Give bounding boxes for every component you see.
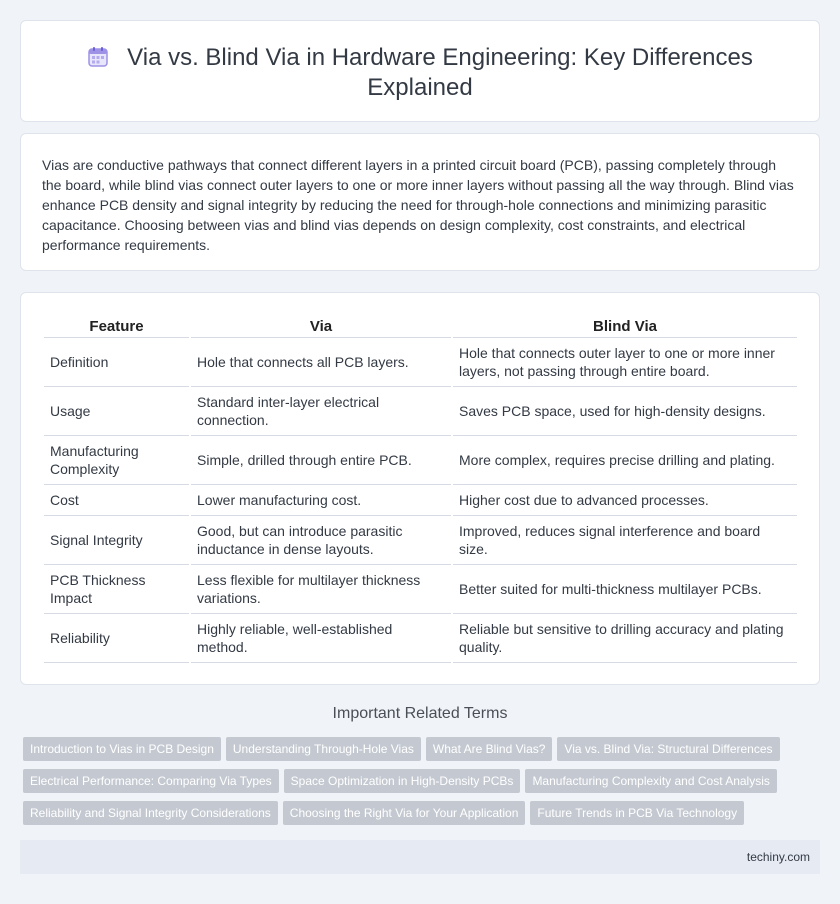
tag-row	[23, 801, 823, 833]
blind-via-cell: More complex, requires precise drilling and plating.	[453, 436, 797, 485]
feature-cell: Usage	[44, 387, 189, 436]
comparison-card	[20, 292, 820, 685]
via-cell: Hole that connects all PCB layers.	[191, 338, 451, 387]
via-cell: Lower manufacturing cost.	[191, 485, 451, 516]
related-tag[interactable]: Manufacturing Complexity and Cost Analysis	[525, 769, 776, 793]
table-row	[44, 436, 797, 485]
related-tag[interactable]: Choosing the Right Via for Your Application	[283, 801, 526, 825]
feature-cell: PCB Thickness Impact	[44, 565, 189, 614]
tag-row	[23, 769, 823, 801]
related-tag[interactable]: Via vs. Blind Via: Structural Differences	[557, 737, 779, 761]
table-row	[44, 338, 797, 387]
calendar-icon	[87, 46, 109, 68]
footer-site-link[interactable]: techiny.com	[746, 850, 810, 864]
table-row	[44, 485, 797, 516]
related-terms-title: Important Related Terms	[332, 705, 508, 722]
intro-text: Vias are conductive pathways that connect different layers in a printed circuit board (PCB), passing completely through the board, while blind vias connect outer layers to one or more inner layers without passing all the way through. Blind vias enhance PCB density and signal integrity by reducing the need for through-hole connections and minimizing parasitic capacitance. Choosing between vias and blind vias depends on design complexity, cost constraints, and electrical performance requirements.	[42, 157, 794, 253]
blind-via-cell: Reliable but sensitive to drilling accuracy and plating quality.	[453, 614, 797, 663]
page-title: Via vs. Blind Via in Hardware Engineering: Key Differences Explained	[127, 44, 753, 101]
footer-bar	[20, 840, 820, 874]
tag-row	[23, 737, 823, 769]
related-terms-tags	[23, 737, 823, 833]
feature-cell: Cost	[44, 485, 189, 516]
related-tag[interactable]: Introduction to Vias in PCB Design	[23, 737, 221, 761]
blind-via-cell: Better suited for multi-thickness multilayer PCBs.	[453, 565, 797, 614]
comparison-table	[42, 315, 799, 663]
feature-cell: Manufacturing Complexity	[44, 436, 189, 485]
intro-card	[20, 133, 820, 271]
via-cell: Less flexible for multilayer thickness variations.	[191, 565, 451, 614]
feature-cell: Definition	[44, 338, 189, 387]
blind-via-cell: Improved, reduces signal interference and board size.	[453, 516, 797, 565]
related-tag[interactable]: Reliability and Signal Integrity Considerations	[23, 801, 278, 825]
header-card	[20, 20, 820, 122]
table-row	[44, 516, 797, 565]
related-tag[interactable]: Understanding Through-Hole Vias	[226, 737, 421, 761]
table-header-row	[44, 315, 797, 338]
via-cell: Good, but can introduce parasitic inductance in dense layouts.	[191, 516, 451, 565]
feature-cell: Reliability	[44, 614, 189, 663]
feature-cell: Signal Integrity	[44, 516, 189, 565]
blind-via-cell: Higher cost due to advanced processes.	[453, 485, 797, 516]
related-tag[interactable]: Electrical Performance: Comparing Via Types	[23, 769, 279, 793]
related-tag[interactable]: Future Trends in PCB Via Technology	[530, 801, 744, 825]
header-feature: Feature	[44, 315, 189, 338]
via-cell: Highly reliable, well-established method.	[191, 614, 451, 663]
page-title-wrap	[81, 43, 759, 103]
related-tag[interactable]: What Are Blind Vias?	[426, 737, 553, 761]
table-row	[44, 565, 797, 614]
via-cell: Simple, drilled through entire PCB.	[191, 436, 451, 485]
via-cell: Standard inter-layer electrical connection.	[191, 387, 451, 436]
related-tag[interactable]: Space Optimization in High-Density PCBs	[284, 769, 521, 793]
blind-via-cell: Hole that connects outer layer to one or more inner layers, not passing through entire board.	[453, 338, 797, 387]
table-row	[44, 614, 797, 663]
header-via: Via	[191, 315, 451, 338]
blind-via-cell: Saves PCB space, used for high-density designs.	[453, 387, 797, 436]
table-row	[44, 387, 797, 436]
header-blind-via: Blind Via	[453, 315, 797, 338]
